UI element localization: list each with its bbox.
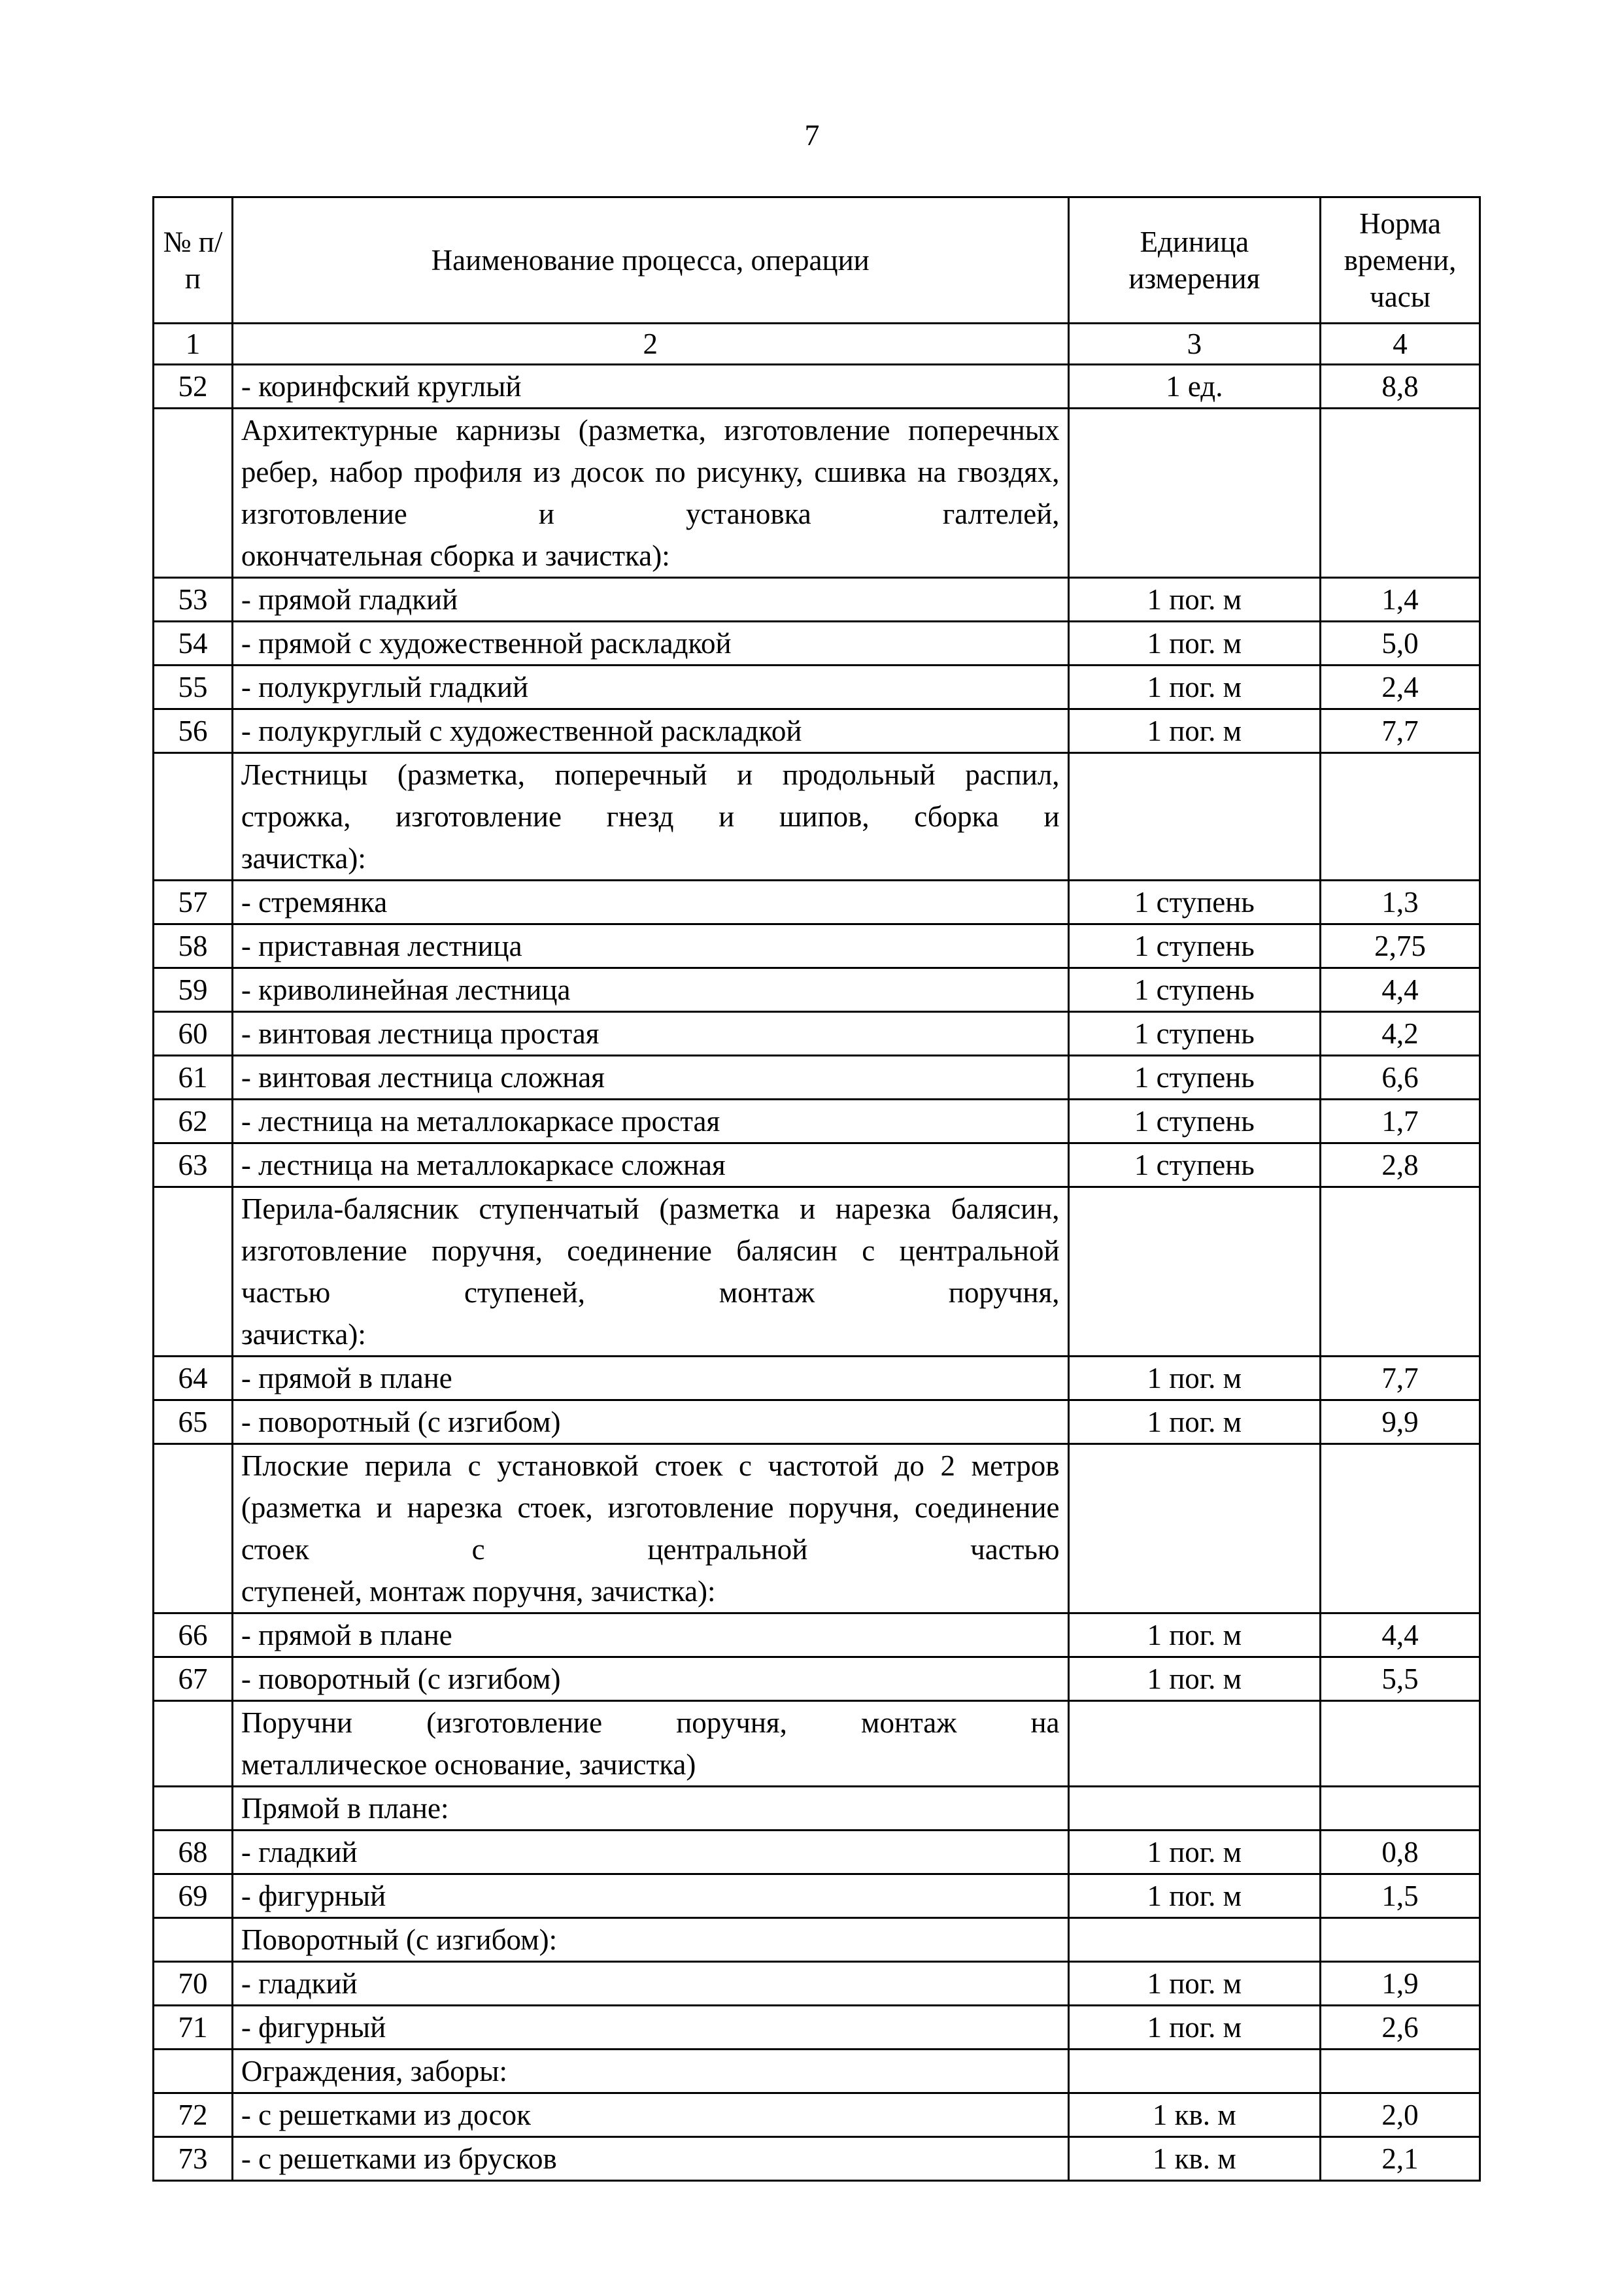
header-row	[154, 197, 1480, 324]
description-text-last-line: металлическое основание, зачистка)	[241, 1748, 696, 1781]
table-row	[154, 2006, 1480, 2050]
time-norm: 2,8	[1321, 1143, 1480, 1187]
unit-of-measure	[1068, 1444, 1321, 1613]
unit-of-measure: 1 пог. м	[1068, 1962, 1321, 2006]
row-number: 52	[154, 365, 233, 409]
unit-of-measure	[1068, 753, 1321, 881]
time-norm: 2,0	[1321, 2093, 1480, 2137]
unit-of-measure: 1 пог. м	[1068, 666, 1321, 709]
time-norm	[1321, 1787, 1480, 1831]
time-norm: 7,7	[1321, 709, 1480, 753]
row-number: 70	[154, 1962, 233, 2006]
norms-table	[152, 196, 1481, 2182]
time-norm	[1321, 1918, 1480, 1962]
unit-of-measure	[1068, 2050, 1321, 2093]
table-row	[154, 2050, 1480, 2093]
unit-of-measure: 1 пог. м	[1068, 1831, 1321, 1874]
section-row	[154, 1444, 1480, 1613]
section-row	[154, 1701, 1480, 1787]
table-row	[154, 1357, 1480, 1400]
time-norm: 2,75	[1321, 924, 1480, 968]
row-number: 60	[154, 1012, 233, 1056]
table-row	[154, 2093, 1480, 2137]
time-norm: 7,7	[1321, 1357, 1480, 1400]
row-number: 53	[154, 578, 233, 622]
time-norm: 5,5	[1321, 1657, 1480, 1701]
unit-of-measure	[1068, 1701, 1321, 1787]
column-number: 4	[1321, 324, 1480, 365]
section-description	[232, 1701, 1068, 1787]
column-number: 2	[232, 324, 1068, 365]
row-number: 55	[154, 666, 233, 709]
column-numbers-row	[154, 324, 1480, 365]
operation-name: - прямой с художественной раскладкой	[232, 622, 1068, 666]
row-number	[154, 1444, 233, 1613]
row-number: 58	[154, 924, 233, 968]
time-norm: 9,9	[1321, 1400, 1480, 1444]
table-row	[154, 881, 1480, 924]
table-row	[154, 1962, 1480, 2006]
unit-of-measure: 1 ед.	[1068, 365, 1321, 409]
table-row	[154, 2137, 1480, 2181]
row-number: 73	[154, 2137, 233, 2181]
operation-name: - лестница на металлокаркасе сложная	[232, 1143, 1068, 1187]
column-number: 3	[1068, 324, 1321, 365]
row-number	[154, 753, 233, 881]
page-number: 7	[804, 118, 820, 152]
column-number: 1	[154, 324, 233, 365]
row-number: 56	[154, 709, 233, 753]
time-norm: 4,4	[1321, 968, 1480, 1012]
time-norm: 1,5	[1321, 1874, 1480, 1918]
table-row	[154, 1613, 1480, 1657]
row-number: 62	[154, 1100, 233, 1143]
time-norm	[1321, 1187, 1480, 1357]
table-row	[154, 968, 1480, 1012]
operation-name: - фигурный	[232, 1874, 1068, 1918]
table-row	[154, 1143, 1480, 1187]
header-norm: Норма времени, часы	[1321, 197, 1480, 324]
table-row	[154, 365, 1480, 409]
time-norm	[1321, 1444, 1480, 1613]
unit-of-measure: 1 ступень	[1068, 1056, 1321, 1100]
row-number: 63	[154, 1143, 233, 1187]
unit-of-measure: 1 ступень	[1068, 924, 1321, 968]
section-row	[154, 753, 1480, 881]
description-text-last-line: окончательная сборка и зачистка):	[241, 539, 670, 572]
time-norm: 4,2	[1321, 1012, 1480, 1056]
time-norm: 1,9	[1321, 1962, 1480, 2006]
time-norm: 2,6	[1321, 2006, 1480, 2050]
description-text: Поручни (изготовление поручня, монтаж на	[241, 1706, 1060, 1739]
operation-name: Поворотный (с изгибом):	[232, 1918, 1068, 1962]
section-row	[154, 409, 1480, 578]
unit-of-measure: 1 ступень	[1068, 881, 1321, 924]
operation-name: - поворотный (с изгибом)	[232, 1657, 1068, 1701]
unit-of-measure: 1 ступень	[1068, 968, 1321, 1012]
unit-of-measure: 1 пог. м	[1068, 1657, 1321, 1701]
row-number	[154, 1701, 233, 1787]
operation-name: - винтовая лестница сложная	[232, 1056, 1068, 1100]
unit-of-measure	[1068, 1187, 1321, 1357]
unit-of-measure	[1068, 1918, 1321, 1962]
table-row	[154, 578, 1480, 622]
section-description	[232, 753, 1068, 881]
table-row	[154, 1056, 1480, 1100]
operation-name: - приставная лестница	[232, 924, 1068, 968]
unit-of-measure: 1 пог. м	[1068, 1357, 1321, 1400]
table-row	[154, 1012, 1480, 1056]
operation-name: - полукруглый с художественной раскладкой	[232, 709, 1068, 753]
header-unit: Единица измерения	[1068, 197, 1321, 324]
row-number: 57	[154, 881, 233, 924]
row-number	[154, 1787, 233, 1831]
unit-of-measure: 1 пог. м	[1068, 622, 1321, 666]
row-number	[154, 1918, 233, 1962]
operation-name: - гладкий	[232, 1962, 1068, 2006]
time-norm: 4,4	[1321, 1613, 1480, 1657]
row-number: 68	[154, 1831, 233, 1874]
description-text: Плоские перила с установкой стоек с частотой до 2 метров (разметка и нарезка стоек, изготовление поручня, соединение стоек с центральной частью	[241, 1449, 1060, 1566]
row-number: 64	[154, 1357, 233, 1400]
row-number	[154, 409, 233, 578]
description-text-last-line: зачистка):	[241, 842, 366, 875]
time-norm: 5,0	[1321, 622, 1480, 666]
section-description	[232, 1187, 1068, 1357]
operation-name: - гладкий	[232, 1831, 1068, 1874]
operation-name: - с решетками из брусков	[232, 2137, 1068, 2181]
operation-name: - коринфский круглый	[232, 365, 1068, 409]
row-number: 54	[154, 622, 233, 666]
unit-of-measure: 1 пог. м	[1068, 1874, 1321, 1918]
operation-name: - прямой гладкий	[232, 578, 1068, 622]
table-row	[154, 1100, 1480, 1143]
row-number: 66	[154, 1613, 233, 1657]
table-row	[154, 1657, 1480, 1701]
header-name: Наименование процесса, операции	[232, 197, 1068, 324]
section-row	[154, 1187, 1480, 1357]
description-text: Лестницы (разметка, поперечный и продольный распил, строжка, изготовление гнезд и шипов, сборка и	[241, 758, 1060, 833]
table-row	[154, 1874, 1480, 1918]
table-row	[154, 709, 1480, 753]
operation-name: - полукруглый гладкий	[232, 666, 1068, 709]
operation-name: Ограждения, заборы:	[232, 2050, 1068, 2093]
table-row	[154, 1918, 1480, 1962]
section-description	[232, 1444, 1068, 1613]
operation-name: - с решетками из досок	[232, 2093, 1068, 2137]
time-norm: 1,3	[1321, 881, 1480, 924]
unit-of-measure	[1068, 409, 1321, 578]
unit-of-measure	[1068, 1787, 1321, 1831]
description-text: Перила-балясник ступенчатый (разметка и нарезка балясин, изготовление поручня, соединение балясин с центральной частью ступеней, монтаж поручня,	[241, 1192, 1060, 1309]
unit-of-measure: 1 пог. м	[1068, 709, 1321, 753]
description-text: Архитектурные карнизы (разметка, изготовление поперечных ребер, набор профиля из досок по рисунку, сшивка на гвоздях, изготовление и установка галтелей,	[241, 414, 1060, 530]
row-number: 69	[154, 1874, 233, 1918]
operation-name: Прямой в плане:	[232, 1787, 1068, 1831]
table-row	[154, 1400, 1480, 1444]
time-norm: 1,4	[1321, 578, 1480, 622]
header-number: № п/п	[154, 197, 233, 324]
row-number: 65	[154, 1400, 233, 1444]
table-row	[154, 1831, 1480, 1874]
unit-of-measure: 1 пог. м	[1068, 2006, 1321, 2050]
operation-name: - стремянка	[232, 881, 1068, 924]
time-norm	[1321, 409, 1480, 578]
unit-of-measure: 1 ступень	[1068, 1143, 1321, 1187]
row-number: 72	[154, 2093, 233, 2137]
time-norm	[1321, 753, 1480, 881]
operation-name: - лестница на металлокаркасе простая	[232, 1100, 1068, 1143]
time-norm	[1321, 2050, 1480, 2093]
time-norm: 1,7	[1321, 1100, 1480, 1143]
unit-of-measure: 1 ступень	[1068, 1012, 1321, 1056]
section-description	[232, 409, 1068, 578]
row-number: 59	[154, 968, 233, 1012]
row-number	[154, 2050, 233, 2093]
unit-of-measure: 1 кв. м	[1068, 2137, 1321, 2181]
description-text-last-line: ступеней, монтаж поручня, зачистка):	[241, 1575, 716, 1608]
unit-of-measure: 1 пог. м	[1068, 578, 1321, 622]
table-row	[154, 622, 1480, 666]
unit-of-measure: 1 пог. м	[1068, 1613, 1321, 1657]
time-norm: 2,1	[1321, 2137, 1480, 2181]
row-number: 61	[154, 1056, 233, 1100]
time-norm: 8,8	[1321, 365, 1480, 409]
operation-name: - прямой в плане	[232, 1357, 1068, 1400]
time-norm: 6,6	[1321, 1056, 1480, 1100]
operation-name: - винтовая лестница простая	[232, 1012, 1068, 1056]
unit-of-measure: 1 кв. м	[1068, 2093, 1321, 2137]
unit-of-measure: 1 ступень	[1068, 1100, 1321, 1143]
table-row	[154, 666, 1480, 709]
row-number: 67	[154, 1657, 233, 1701]
row-number	[154, 1187, 233, 1357]
description-text-last-line: зачистка):	[241, 1318, 366, 1351]
operation-name: - криволинейная лестница	[232, 968, 1068, 1012]
operation-name: - прямой в плане	[232, 1613, 1068, 1657]
table-row	[154, 1787, 1480, 1831]
time-norm	[1321, 1701, 1480, 1787]
operation-name: - поворотный (с изгибом)	[232, 1400, 1068, 1444]
unit-of-measure: 1 пог. м	[1068, 1400, 1321, 1444]
time-norm: 2,4	[1321, 666, 1480, 709]
table-row	[154, 924, 1480, 968]
time-norm: 0,8	[1321, 1831, 1480, 1874]
row-number: 71	[154, 2006, 233, 2050]
operation-name: - фигурный	[232, 2006, 1068, 2050]
